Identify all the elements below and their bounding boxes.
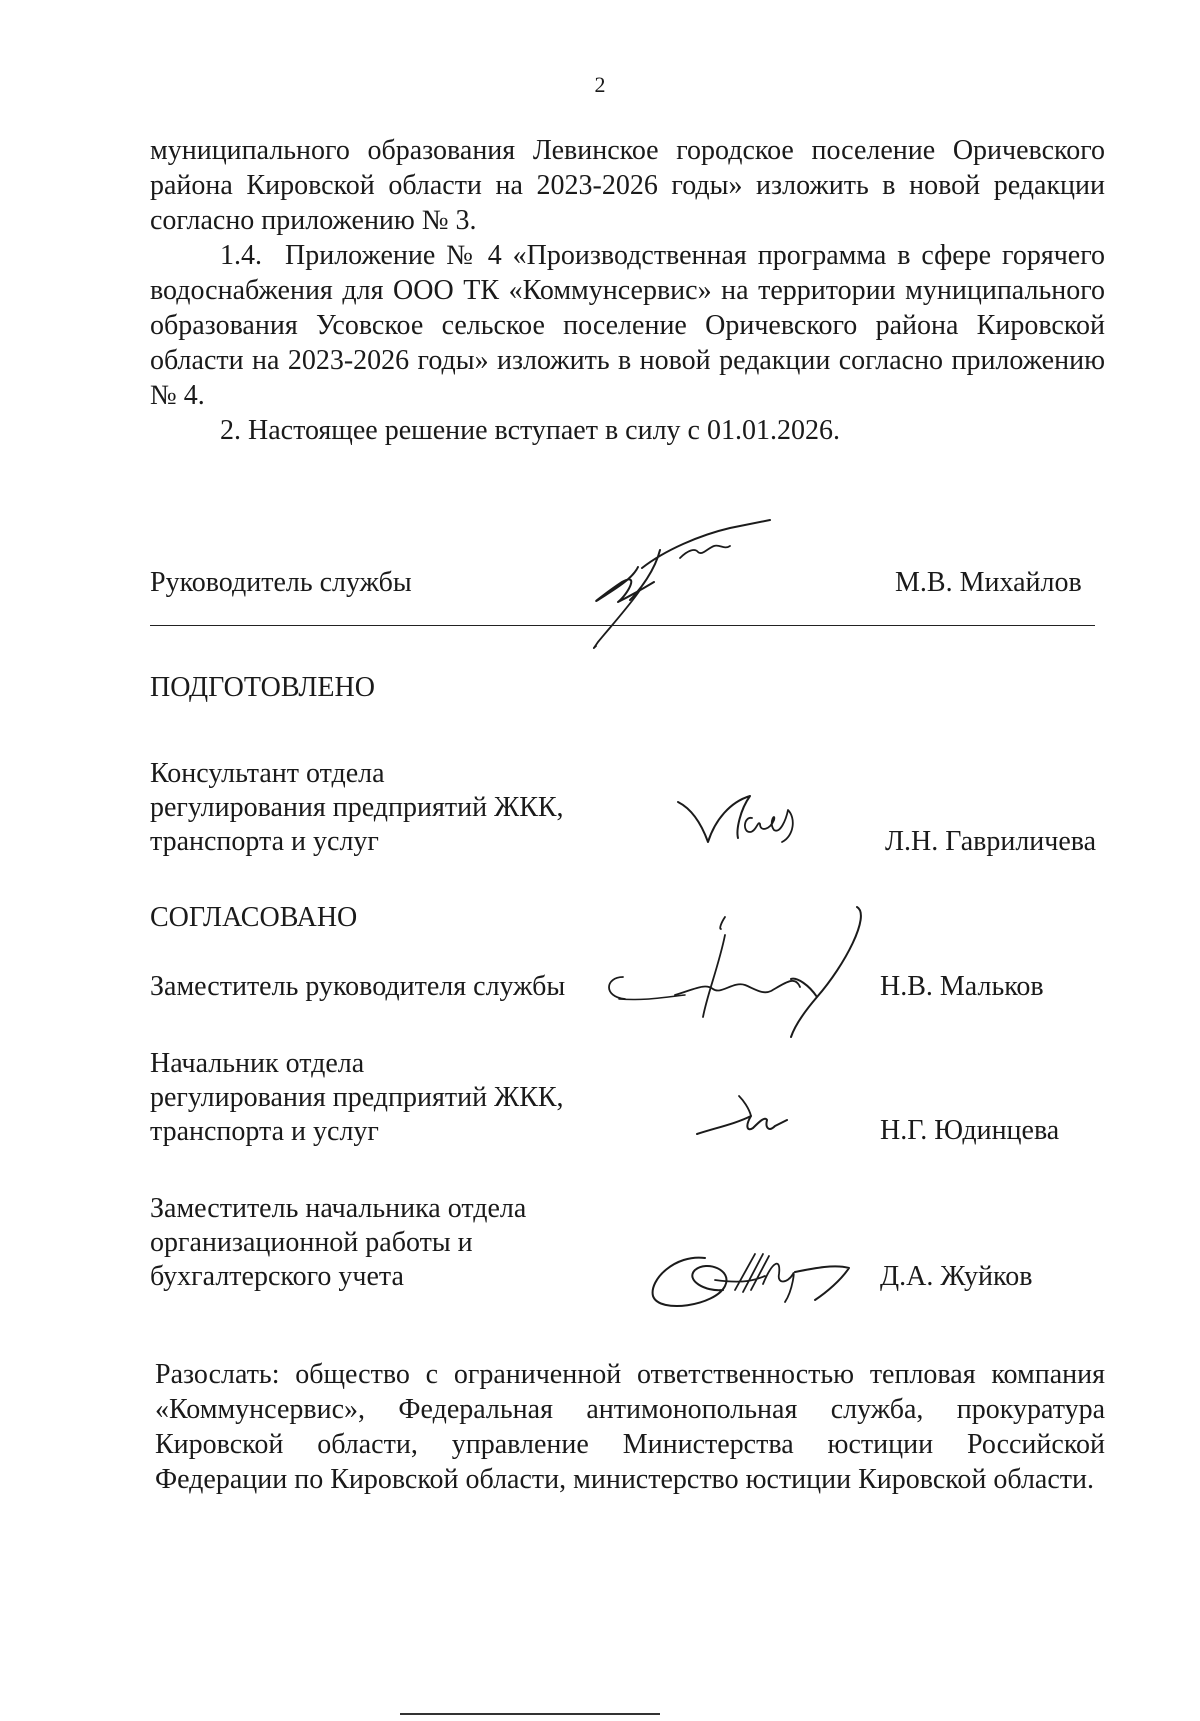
- head-role: Руководитель службы: [150, 567, 412, 598]
- prepared-name: Л.Н. Гавриличева: [885, 826, 1097, 857]
- paragraph-item-1-4: [150, 238, 1105, 413]
- deputy-head-of-department-role: [150, 1192, 526, 1294]
- agreed-heading: СОГЛАСОВАНО: [150, 902, 358, 933]
- role-line: регулирования предприятий ЖКК,: [150, 1082, 564, 1113]
- signature-rule: [150, 625, 1095, 626]
- page-number: 2: [594, 72, 606, 97]
- prepared-signature-image: [670, 790, 810, 860]
- footer-rule: [400, 1713, 660, 1715]
- head-signature-image: [570, 530, 830, 650]
- role-line: транспорта и услуг: [150, 1116, 379, 1147]
- role-line: Консультант отдела: [150, 758, 385, 789]
- role-line: организационной работы и: [150, 1227, 473, 1258]
- deputy-head-of-department-name: Д.А. Жуйков: [880, 1261, 1033, 1292]
- item-number: 1.4.: [220, 240, 262, 271]
- deputy-head-signature-image: [595, 905, 875, 1045]
- item-text: Приложение № 4 «Производственная программа в сфере горячего водоснабжения для ООО ТК «Коммунсервис» на территории муниципального образования Усовское сельское поселение Оричевского района Кировской области на 2023-2026 годы» изложить в новой редакции согласно приложению № 4.: [150, 240, 1105, 411]
- prepared-role: [150, 757, 564, 859]
- deputy-head-of-department-signature-image: [645, 1240, 865, 1320]
- role-line: Заместитель начальника отдела: [150, 1193, 527, 1224]
- deputy-head-role: [150, 970, 565, 1004]
- role-line: Заместитель руководителя службы: [150, 971, 566, 1002]
- paragraph-continuation: муниципального образования Левинское городское поселение Оричевского района Кировской области на 2023-2026 годы» изложить в новой редакции согласно приложению № 3.: [150, 135, 1105, 236]
- paragraph-effective-date: 2. Настоящее решение вступает в силу с 01.01.2026.: [220, 415, 840, 446]
- head-of-department-role: [150, 1047, 564, 1149]
- role-line: бухгалтерского учета: [150, 1261, 404, 1292]
- role-line: транспорта и услуг: [150, 826, 379, 857]
- deputy-head-name: Н.В. Мальков: [880, 971, 1044, 1002]
- head-name: М.В. Михайлов: [895, 567, 1082, 598]
- distribution-list: Разослать: общество с ограниченной ответственностью тепловая компания «Коммунсервис», Федеральная антимонопольная служба, прокуратура Кировской области, управление Министерства юстиции Российской Федерации по Кировской области, министерство юстиции Кировской области.: [155, 1359, 1105, 1495]
- body-text: [150, 133, 1105, 448]
- head-of-department-signature-image: [695, 1090, 795, 1140]
- head-of-department-name: Н.Г. Юдинцева: [880, 1115, 1060, 1146]
- role-line: Начальник отдела: [150, 1048, 365, 1079]
- prepared-heading: ПОДГОТОВЛЕНО: [150, 672, 375, 703]
- role-line: регулирования предприятий ЖКК,: [150, 792, 564, 823]
